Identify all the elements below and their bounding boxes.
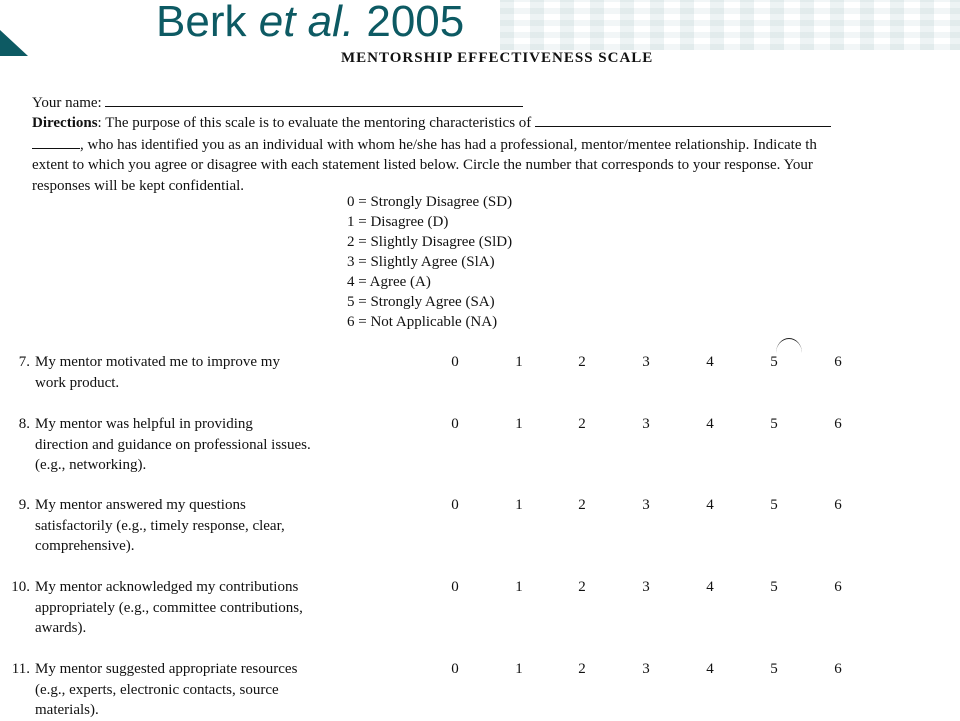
title-etal: et al. [258,0,355,46]
hand-drawn-circle-mark [776,338,802,353]
response-option-0[interactable]: 0 [451,416,459,432]
item-statement-line: awards). [35,620,87,636]
item-statement [35,414,365,476]
item-statement [35,659,365,721]
item-statement [35,495,365,557]
item-number: 8. [18,416,30,432]
directions-text-1: : The purpose of this scale is to evaluate the mentoring characteristics of [97,115,536,131]
response-option-2[interactable]: 2 [578,579,586,595]
scale-legend-entry: 4 = Agree (A) [347,274,431,290]
item-statement-line: direction and guidance on professional issues. [35,436,311,453]
item-number: 10. [11,579,30,595]
directions-text-2: , who has identified you as an individual with whom he/she has had a professional, mentor/mentee relationship. Indicate th [80,136,817,153]
response-option-4[interactable]: 4 [706,661,714,677]
response-option-0[interactable]: 0 [451,354,459,370]
corner-triangle-shape [0,30,28,56]
response-option-6[interactable]: 6 [834,354,842,370]
response-option-6[interactable]: 6 [834,579,842,595]
scale-legend-entry: 0 = Strongly Disagree (SD) [347,194,513,210]
item-statement-line: (e.g., networking). [35,457,147,473]
response-option-4[interactable]: 4 [706,497,714,513]
scale-legend-entry: 3 = Slightly Agree (SlA) [347,254,495,270]
scale-legend-entry: 2 = Slightly Disagree (SlD) [347,234,513,250]
response-option-6[interactable]: 6 [834,416,842,432]
response-option-3[interactable]: 3 [642,354,650,370]
item-statement-line: (e.g., experts, electronic contacts, source [35,681,279,698]
item-statement-line: My mentor was helpful in providing [35,416,253,432]
scale-legend-entry: 5 = Strongly Agree (SA) [347,294,495,310]
response-option-4[interactable]: 4 [706,416,714,432]
response-option-6[interactable]: 6 [834,661,842,677]
item-number: 7. [18,354,30,370]
item-statement-line: My mentor suggested appropriate resources [35,661,298,677]
item-statement-line: My mentor motivated me to improve my [35,354,280,370]
response-option-1[interactable]: 1 [515,579,523,595]
response-option-5[interactable]: 5 [770,661,778,677]
slide-title [156,0,464,50]
item-statement-line: My mentor acknowledged my contributions [35,579,299,595]
item-statement-line: comprehensive). [35,538,135,554]
response-option-0[interactable]: 0 [451,497,459,513]
response-option-3[interactable]: 3 [642,497,650,513]
item-number: 9. [18,497,30,513]
response-option-1[interactable]: 1 [515,661,523,677]
name-label: Your name: [32,95,102,111]
title-author: Berk [156,0,247,46]
background-pattern [500,0,960,50]
name-blank [105,92,523,107]
response-option-1[interactable]: 1 [515,416,523,432]
directions-line-3: extent to which you agree or disagree with each statement listed below. Circle the number that corresponds to your response. Your [32,157,813,173]
response-option-5[interactable]: 5 [770,579,778,595]
directions-line-4: responses will be kept confidential. [32,177,245,194]
response-option-3[interactable]: 3 [642,661,650,677]
response-option-1[interactable]: 1 [515,354,523,370]
scale-title: MENTORSHIP EFFECTIVENESS SCALE [341,50,654,66]
response-option-2[interactable]: 2 [578,416,586,432]
response-option-2[interactable]: 2 [578,661,586,677]
response-option-5[interactable]: 5 [770,497,778,513]
response-option-4[interactable]: 4 [706,354,714,370]
response-option-2[interactable]: 2 [578,497,586,513]
response-option-4[interactable]: 4 [706,579,714,595]
response-option-2[interactable]: 2 [578,354,586,370]
directions-line-1 [32,112,960,134]
mentor-name-blank-cont [32,134,80,149]
mentor-name-blank [535,112,831,127]
scale-legend [347,192,512,332]
response-option-0[interactable]: 0 [451,661,459,677]
response-option-5[interactable]: 5 [770,354,778,370]
response-option-6[interactable]: 6 [834,497,842,513]
title-year: 2005 [366,0,465,46]
response-option-3[interactable]: 3 [642,579,650,595]
item-statement-line: satisfactorily (e.g., timely response, clear, [35,517,285,534]
name-line [32,92,523,112]
scale-legend-entry: 6 = Not Applicable (NA) [347,314,498,330]
item-statement-line: work product. [35,374,120,391]
response-option-5[interactable]: 5 [770,416,778,432]
item-statement [35,577,365,639]
response-option-0[interactable]: 0 [451,579,459,595]
item-statement-line: My mentor answered my questions [35,497,246,513]
item-statement-line: appropriately (e.g., committee contributions, [35,599,303,616]
item-number: 11. [11,661,30,677]
item-statement-line: materials). [35,702,99,718]
directions-label: Directions [32,115,98,131]
directions [32,112,960,196]
response-option-1[interactable]: 1 [515,497,523,513]
item-statement [35,352,365,393]
scale-legend-entry: 1 = Disagree (D) [347,214,449,230]
directions-line-2 [32,134,960,156]
response-option-3[interactable]: 3 [642,416,650,432]
